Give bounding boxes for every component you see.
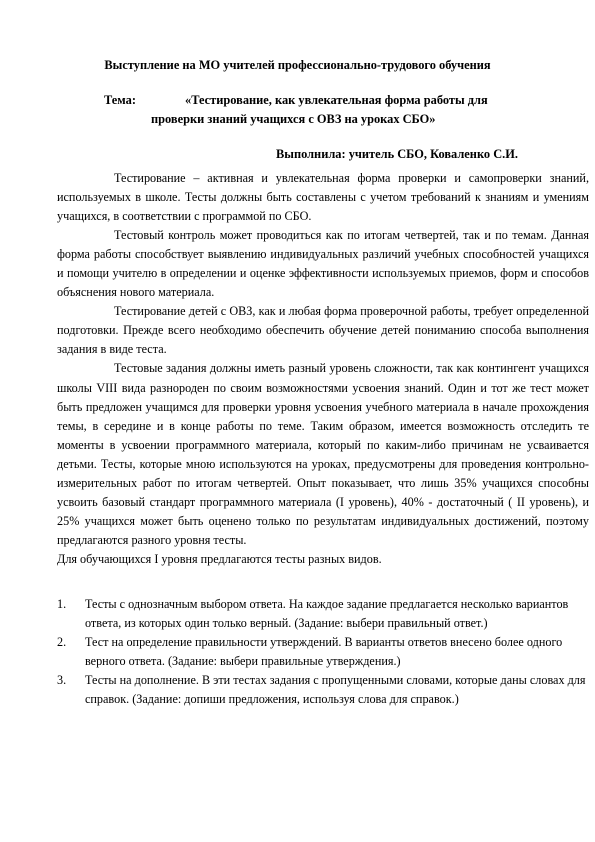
list-item-number: 1. (57, 597, 67, 611)
list-item (57, 633, 589, 671)
list-item-text-content: Тесты с однозначным выбором ответа. На каждое задание предлагается несколько вариантов ответа, из которых один только верный. (Задание: выбери правильный ответ.) (85, 597, 569, 631)
paragraph: Тестовые задания должны иметь разный уровень сложности, так как контингент учащихся школы VIII вида разнороден по своим возможностями усвоения знаний. Один и тот же тест может быть предложен учащимся для проверки уровня усвоения учебного материала в начале прохождения темы, в середине и в конце работы по теме. Таким образом, имеется возможность отследить те моменты в усвоении программного материала, который по каким-либо причинам не усваивается детьми. Тесты, которые мною используются на уроках, предусмотрены для проведения контрольно-измерительных работ по итогам четвертей. Опыт показывает, что лишь 35% учащихся способны усвоить базовый стандарт программного материала (I уровень), 40% - достаточный ( II уровень), и 25% учащихся может быть оценено только по результатам индивидуальных достижений, поэтому предлагаются разного уровня тесты. (57, 361, 589, 547)
paragraph: Тестирование – активная и увлекательная форма проверки и самопроверки знаний, используемых в школе. Тесты должны быть составлены с учетом требований к знаниям и умениям учащихся, в соответствии с программой по СБО. (57, 171, 589, 224)
list-item (57, 671, 589, 709)
body-text (57, 169, 589, 569)
list-item-text-content: Тест на определение правильности утверждений. В варианты ответов внесено более одного верного ответа. (Задание: выбери правильные утверждения.) (85, 635, 563, 669)
list-item-number: 2. (57, 635, 67, 650)
paragraph: Тестовый контроль может проводиться как по итогам четвертей, так и по темам. Данная форма работы способствует выявлению индивидуальных различий учебных способностей учащихся и помощи учителю в определении и оценке эффективности используемых приемов, форм и способов объяснения нового материала. (57, 228, 589, 300)
list-item-number: 3. (57, 673, 67, 688)
list-item-text (85, 633, 589, 671)
paragraph: Для обучающихся I уровня предлагаются тесты разных видов. (57, 551, 382, 566)
list-item-text-content: Тесты на дополнение. В эти тестах задания с пропущенными словами, которые даны словах для справок. (Задание: допиши предложения, используя слова для справок.) (85, 673, 586, 707)
list-item-text (85, 671, 589, 709)
paragraph: Тестирование детей с ОВЗ, как и любая форма проверочной работы, требует определенной подготовки. Прежде всего необходимо обеспечить обучение детей пониманию способа выполнения задания в виде теста. (57, 304, 589, 357)
topic-label: Тема: (104, 93, 136, 107)
topic-line-1: «Тестирование, как увлекательная форма работы для (185, 93, 488, 107)
topic-line-2: проверки знаний учащихся с ОВЗ на уроках СБО» (151, 112, 436, 126)
list-item (57, 595, 589, 633)
author-line: Выполнила: учитель СБО, Коваленко С.И. (276, 147, 518, 161)
list-item-text (85, 595, 589, 633)
test-types-list (57, 595, 589, 709)
document-title: Выступление на МО учителей профессионально-трудового обучения (104, 58, 491, 72)
